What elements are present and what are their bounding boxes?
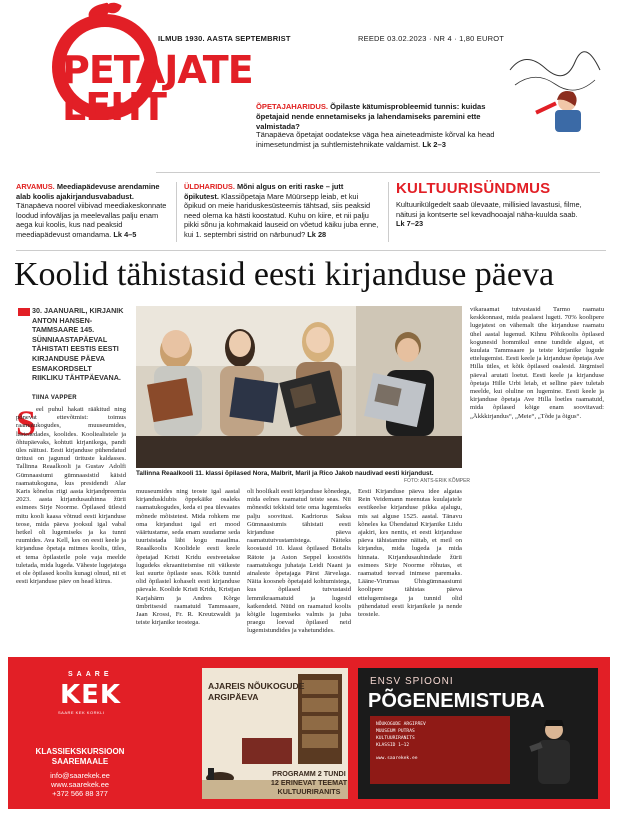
- main-headline[interactable]: Koolid tähistasid eesti kirjanduse päeva: [14, 256, 555, 293]
- ad-right-title: PÕGENEMISTUBA: [368, 690, 545, 712]
- teaser-opinion-page-ref: Lk 4–5: [113, 229, 137, 239]
- ad-right-web-link[interactable]: www.saarekek.ee: [376, 756, 418, 761]
- founded-note: ILMUB 1930. AASTA SEPTEMBRIST: [158, 34, 291, 43]
- top-teaser-page-ref: Lk 2–3: [422, 140, 446, 149]
- teaser-opinion[interactable]: [16, 182, 168, 240]
- logo-text-line2[interactable]: LEHT: [62, 85, 166, 129]
- top-teaser-kicker: ÕPETAJAHARIDUS.: [256, 102, 329, 111]
- ad-left-contacts: [24, 771, 136, 798]
- column-1: eel puhul hakati rääkitud ning põnevat ettevõtmist: toimus raamatukogudes, muuseumides, lasteaedades, koolides. Kooliealistele ja õhtupäevaks, kohtuti kirjanikega, pandi üles näitusi. Eesti kirjanduse pühendatud üritusi on jagunud ürituste kaldasses. Tallinna Reaalkooli ja Gustav Adolfi Gümnaasiumi gümnaasistid käisid raamatukoguna, kus presidendi Alar Karis kõnelus riigi aasta kirjandpreemia 2023. aasta kirjandusauhinna žürii esimees Sirje Noorme. Õpilased ütlesid mitu kooli kaasa võtnud eesti kirjanduse teose, mida päeva jooksul igal vabal hetkel oli lugemiseks ja ka tunni ruumides. Ava Kell, kes on eesti keele ja kirjanduse õpetaja mitmes koolis, ütles, et tema õpilasteile pole vaja meelde tuletada, mida lugeda. Väheste lugejatega ei ole õpilased koolis kunagi olnud, nii et eesti kirjanduse päev on head kiirus.: [16, 406, 126, 586]
- spy-figure-illustration: [516, 712, 592, 792]
- teaser-opinion-headline: Meediapädevuse arendamine alab koolis ajakirjandusvabadust.: [16, 182, 160, 201]
- ad-phone[interactable]: +372 566 88 377: [52, 789, 108, 798]
- top-teaser-headline[interactable]: ÕPETAJAHARIDUS. Õpilaste kätumisprobleemid tunnis: kuidas õpetajaid nende ennetamiseks ja lahendamiseks paremini ette valmistada?: [256, 102, 486, 131]
- top-teaser-body: Tänapäeva õpetajat oodatekse väga hea aineteadmiste kõrval ka head inimesetundmist ja suhtlemistehnikate valdamist. Lk 2–3: [256, 130, 495, 149]
- ad-middle-title-line1: AJAREIS NÕUKOGUDE: [208, 681, 305, 691]
- ad-middle-title-line2: ARGIPÄEVA: [208, 692, 259, 702]
- teaser-education-body: Klassiõpetaja Mare Müürsepp leiab, et kui õpikud on meie hariduskesüsteemis tähtsad, siis peaksid need olema ka hästi koostatud. Kuhu on kiire, et nii palju pikki sõnu ja kohmakaid lauseid on võetud käiku juba enne, kui 1. septembri sistrid on närbunud?: [184, 191, 379, 239]
- column-4: Eesti Kirjanduse päeva idee algatas Rein Veidemann meenutas kuulajatele eestikeelse kirjanduse pikka ajalugu, mis sai alguse 1525. aastal. Tänavu kõneles ka Ühendatud Kirjanike Liidu ajakiri, kes nentis, et eesti kirjanduse päeva tähistamine näitab, et meil on kirjandus, mida lugeda ja mida hinnata. Kirjandusauhindade žürii esimees Sirje Noorme rõhutas, et raamatud teevad inimese paremaks. Lääne-Virumaa Ühisgümnaasiumi koolipere tähistas päeva ettelugemisega ja tunnid olid pühendatud eesti kirjanikele ja nende teostele.: [358, 488, 462, 619]
- ad-left-headline: KLASSIEKSKURSIOON SAAREMAALE: [35, 747, 125, 766]
- teacher-illustration: [505, 40, 605, 135]
- ad-brand-top: SAARE: [68, 671, 113, 678]
- teaser-education-kicker: ÜLDHARIDUS.: [184, 182, 235, 191]
- column-2: muuseumides ning teoste igal aastal kirjandusklubis õppekäike osaleks raamatukogudes, keda ei pea ülevaates mõnede mõistetest. Mida rohkem me oma kirjandust igal eri mood väärtustame, seda enam suudame seda tuurisistada läbi kogu maailma. Reaalkoolis Koolidele eesti keele õpetajad Kristi Kridu eestveetakse lugudeks ekraaniteismise nii väikeste kui suurte õpilaste seas. Kõik tunnid olid õpilastel kohaselt eesti kirjanduse päevale. Koolide Kristi Kridu, Kristjan Karjahärm ja Andres Kõrge ümbritsesid raamatuid Tammsaare, Jaan Krossi, Fr. R. Kreutzwaldi ja teiste kirjanike teostega.: [136, 488, 240, 627]
- ad-brand-tagline: SAARE KEK KORKLI: [58, 710, 105, 715]
- logo-text-line1[interactable]: PETAJATE: [62, 48, 253, 92]
- ad-right-kicker: ENSV SPIOONI: [370, 676, 454, 687]
- ad-middle-program: PROGRAMM 2 TUNDI 12 ERINEVAT TEEMAT KULTUURIRANITS: [270, 769, 348, 796]
- column-3: oli hoolikalt eesti kirjanduse kõnedega, mida eelnes raamatud teiste seas. Nii mõnestki tekkisid teie oma lugemiseks palju soovitusi. Kadriorus Saksa Gümnaasiumis tähistati eesti kirjanduse päeva raamatututvustamistega. Näiteks koostasid 10. klassi õpilased Botalis Rätote ja Aston Seppel koostöös raamatukogu juhataja Leidi Naani ja ainaleste õpetajaga Pärst Järvelaga. Näita koosneb õpetajaid kohtumistega, kus õpilased tutvustasid lemmikraamatuid ja lugesid katkendeid. Nüüd on raamatud koolis kõigile lugemiseks valmis ja juba praegu loevad õpilased neid lugemistundides ja vahetundides.: [247, 488, 351, 635]
- column-5: vikaraamat tutvustasid Tarmo raamatu keskkonnast, mida pealaest lugeti. 70% koolipere lugejatest on vähemalt ühe kirjanduse raamatu ühel aastal lugenud. Kihnu Põhikoolis õpilased kogunesid hommikul enne tundide algust, et kuulata Tammsaare ja teiste kirjanike lugude ettelugemist. Eesti keele ja kirjanduse õpetaja Ave Hilla ütles, et kõik õpilased osalesid. Järgmisel päeval arutati loetut. Eesti keele ja kirjanduse õpetaja Hille Urbi leiab, et selline päev tuletab meelde, kui oluline on lugemine. Eesti keele ja kirjanduse õpetaja Ave Hilla loetles raamatuid, mida õpilased kõige enam soovitavad: „Äkkkirjandus“, „Meie“, „Tõde ja õigus“.: [470, 306, 604, 420]
- drop-cap: S: [16, 403, 37, 443]
- teaser-education-headline: Mõni algus on eriti raske – jutt õpikutest.: [184, 182, 344, 201]
- students-reading-photo: [136, 306, 462, 468]
- teaser-opinion-kicker: ARVAMUS.: [16, 182, 55, 191]
- teaser-opinion-body: Tänapäeva noorel viibivad meediakeskonnate loodud infoväljas ja meelevallas palju enam aega kui koolis, kus nad peaksid meediapädevust omandama.: [16, 201, 167, 239]
- teaser-culture: [396, 200, 584, 229]
- ad-middle-title: [208, 681, 304, 703]
- issue-info: REEDE 03.02.2023 · NR 4 · 1,80 EUROT: [358, 34, 505, 43]
- photo-credit: FOTO: ANTS-ERIK KÕMPER: [404, 478, 471, 484]
- lead-marker-icon: [18, 308, 30, 316]
- lead-text: 30. JAANUARIL, KIRJANIK ANTON HANSEN-TAMMSAARE 145. SÜNNIAASTAPÄEVAL TÄHISTATI EESTIS EESTI KIRJANDUSE PÄEVA ESMAKORDSELT RIIKLIKU TÄHTPÄEVANA.: [32, 306, 124, 383]
- teaser-culture-title[interactable]: KULTUURISÜNDMUS: [396, 180, 551, 197]
- photo-caption: Tallinna Reaalkooli 11. klassi õpilased Nora, Malbrit, Maril ja Rico Jakob naudivad eesti kirjandust.: [136, 470, 434, 477]
- teaser-education-page-ref: Lk 28: [307, 229, 327, 239]
- ad-right-details: NÕUKOGUDE ARGIPÄEV MUUSEUM PUTRAS KULTUURIRANITS KLASSID 1–12 www.saarekek.ee: [370, 716, 510, 784]
- byline: TIINA VAPPER: [32, 395, 77, 401]
- ad-email-link[interactable]: info@saarekek.ee: [50, 771, 110, 780]
- ad-web-link[interactable]: www.saarekek.ee: [51, 780, 109, 789]
- ad-brand-logo: KEK: [60, 680, 122, 710]
- teaser-education[interactable]: [184, 182, 380, 240]
- teaser-culture-body: Kultuurikülgedelt saab ülevaate, millisied lavastusi, filme, näitusi ja kontserte sel kevadhooajal näha-kuulda saab.: [396, 200, 582, 219]
- teaser-culture-page-ref: Lk 7–23: [396, 219, 424, 229]
